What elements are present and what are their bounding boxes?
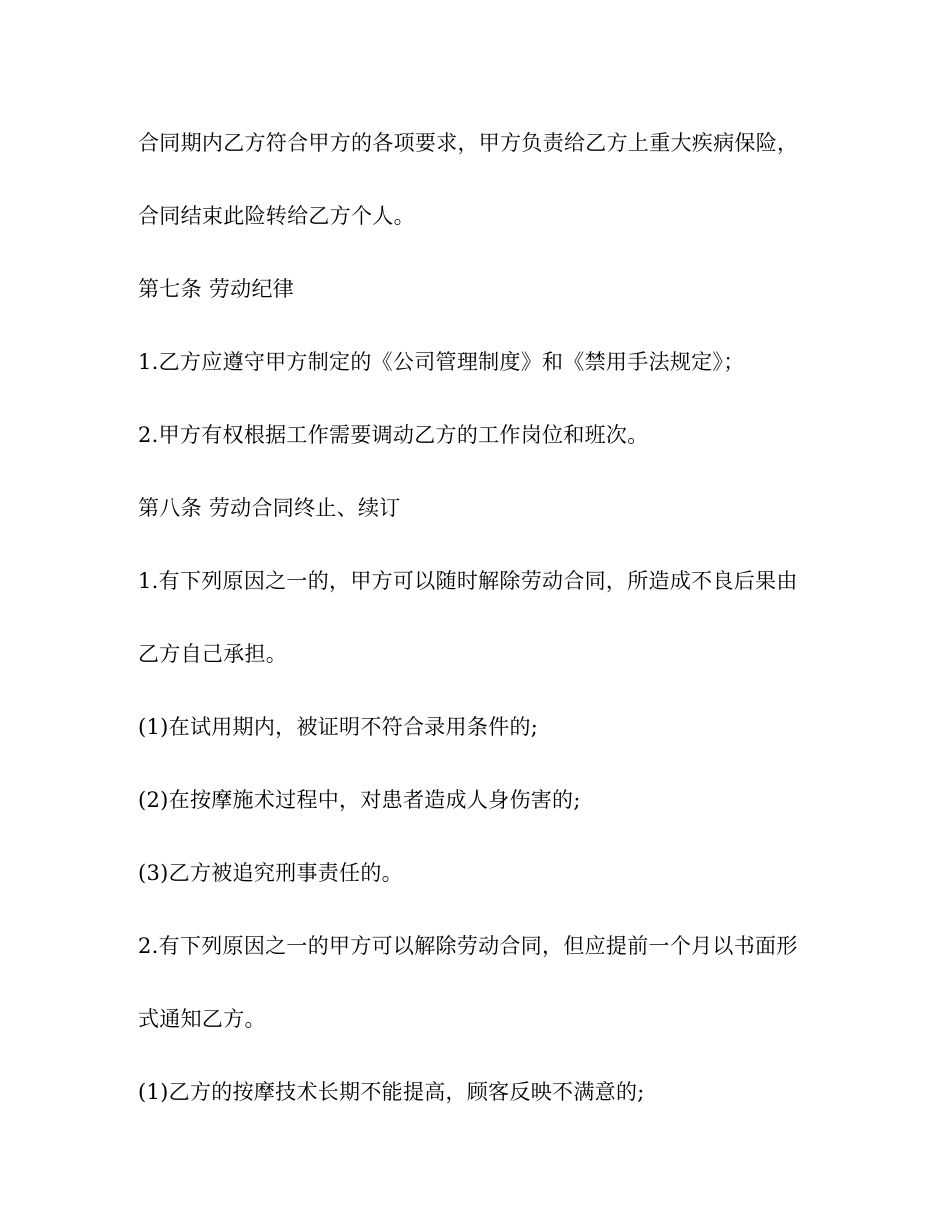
- article-8-heading: 第八条 劳动合同终止、续订: [138, 496, 401, 520]
- article-8-item-1-line-1: 1.有下列原因之一的，甲方可以随时解除劳动合同，所造成不良后果由: [138, 569, 798, 593]
- article-7-heading: 第七条 劳动纪律: [138, 277, 295, 301]
- article-8-item-1-line-2: 乙方自己承担。: [138, 642, 288, 666]
- article-8-item-2-line-1: 2.有下列原因之一的甲方可以解除劳动合同，但应提前一个月以书面形: [138, 934, 798, 958]
- paragraph-insurance-line-1: 合同期内乙方符合甲方的各项要求，甲方负责给乙方上重大疾病保险，: [138, 131, 799, 155]
- article-8-item-2-line-2: 式通知乙方。: [138, 1007, 266, 1031]
- article-8-item-1-sub-1: (1)在试用期内，被证明不符合录用条件的;: [138, 715, 539, 739]
- article-8-item-2-sub-1: (1)乙方的按摩技术长期不能提高，顾客反映不满意的;: [138, 1080, 645, 1104]
- article-7-item-1: 1.乙方应遵守甲方制定的《公司管理制度》和《禁用手法规定》；: [138, 350, 745, 374]
- paragraph-insurance-line-2: 合同结束此险转给乙方个人。: [138, 204, 415, 228]
- article-8-item-1-sub-2: (2)在按摩施术过程中，对患者造成人身伤害的;: [138, 788, 581, 812]
- article-8-item-1-sub-3: (3)乙方被追究刑事责任的。: [138, 861, 403, 885]
- article-7-item-2: 2.甲方有权根据工作需要调动乙方的工作岗位和班次。: [138, 423, 649, 447]
